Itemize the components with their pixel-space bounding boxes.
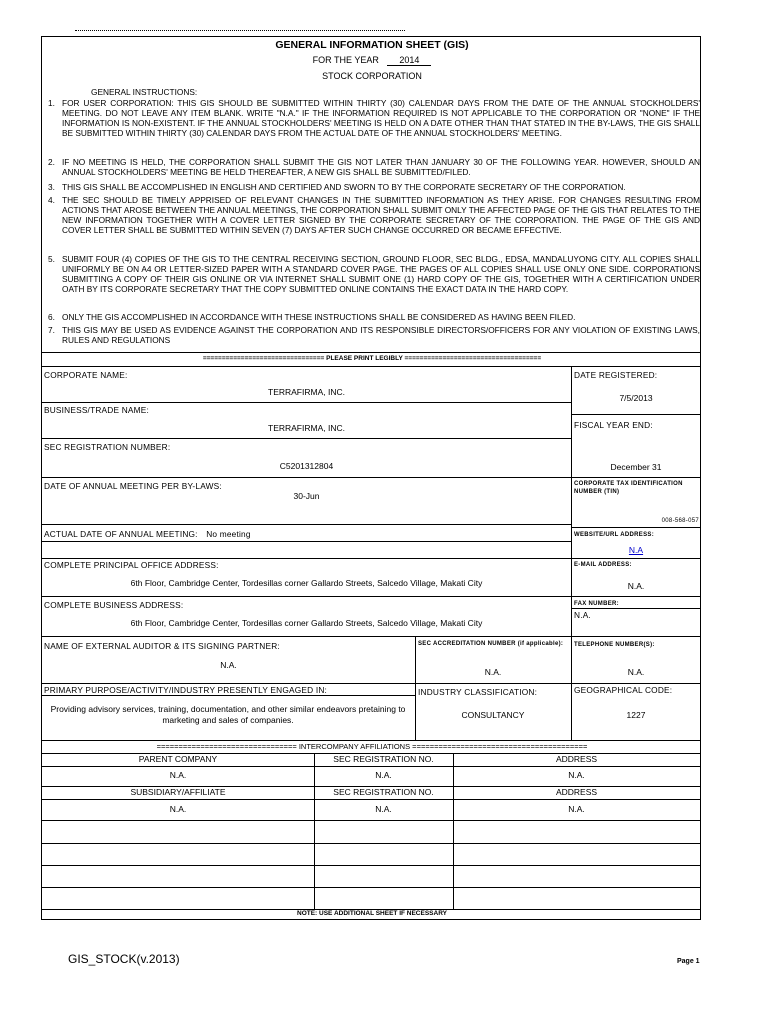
auditor-value[interactable]: N.A. (220, 660, 237, 670)
actual-meeting-value[interactable]: No meeting (206, 529, 251, 539)
for-the-year-label: FOR THE YEAR (312, 55, 379, 65)
column-divider (415, 636, 416, 740)
instruction-5: 5. SUBMIT FOUR (4) COPIES OF THE GIS TO THE CENTRAL RECEIVING SECTION, GROUND FLOOR, SEC BLDG., EDSA, MANDALUYONG CITY. ALL COPIES SHALL UNIFORMLY BE ON A4 OR LETTER-SIZED PAPER WITH A STANDARD COVER PAGE. THE PAGES OF ALL COPIES SHALL USE ONLY ONE SIDE. CORPORATIONS SUBMITTING A COPY OF THEIR GIS ONLINE OR VIA INTERNET SHALL SUBMIT ONE (1) HARD COPY OF THE GIS, TOGETHER WITH A CERTIFICATION UNDER OATH BY ITS CORPORATE SECRETARY THAT THE COPY SUBMITTED ONLINE CONTAINS THE EXACT DATA IN THE HARD COPY. (48, 254, 700, 294)
divider (42, 799, 700, 800)
corporate-name-value[interactable]: TERRAFIRMA, INC. (268, 387, 345, 397)
email-value[interactable]: N.A. (627, 581, 645, 591)
website-link[interactable]: N.A (628, 545, 644, 555)
purpose-value[interactable]: Providing advisory services, training, documentation, and other similar endeavors pretaining to marketing and sales of companies. (50, 704, 406, 725)
instruction-1: 1. FOR USER CORPORATION: THIS GIS SHOULD BE SUBMITTED WITHIN THIRTY (30) CALENDAR DAYS FROM THE DATE OF THE ANNUAL STOCKHOLDERS' MEETING. DO NOT LEAVE ANY ITEM BLANK. WRITE "N.A." IF THE INFORMATION REQUIRED IS NOT APPLICABLE TO THE CORPORATION OR "NONE" IF THE INFORMATION IS NON-EXISTENT. IF THE ANNUAL STOCKHOLDERS' MEETING IS HELD ON A DATE OTHER THAN THAT STATED IN THE BY-LAWS, THE GIS SHALL BE SUBMITTED WITHIN THIRTY (30) CALENDAR DAYS FROM THE ACTUAL DATE OF THE ANNUAL STOCKHOLDERS' MEETING. (48, 98, 700, 138)
form-title: GENERAL INFORMATION SHEET (GIS) (275, 39, 469, 51)
fax-label: FAX NUMBER: (574, 601, 619, 607)
industry-value[interactable]: CONSULTANCY (461, 710, 525, 720)
parent-company-value[interactable]: N.A. (169, 770, 187, 780)
principal-office-value[interactable]: 6th Floor, Cambridge Center, Tordesillas corner Gallardo Streets, Salcedo Village, Makati City (130, 578, 483, 588)
fiscal-year-end-label: FISCAL YEAR END: (574, 420, 653, 430)
instruction-6: 6. ONLY THE GIS ACCOMPLISHED IN ACCORDANCE WITH THESE INSTRUCTIONS SHALL BE CONSIDERED AS HAVING BEEN FILED. (48, 312, 576, 322)
top-dotted-line (75, 30, 405, 31)
business-name-value[interactable]: TERRAFIRMA, INC. (268, 423, 345, 433)
tin-value[interactable]: 008-568-057 (661, 518, 699, 524)
subsidiary-value[interactable]: N.A. (169, 804, 187, 814)
business-name-label: BUSINESS/TRADE NAME: (44, 405, 149, 415)
divider (42, 524, 571, 525)
divider (42, 683, 700, 684)
corporation-type: STOCK CORPORATION (322, 71, 422, 81)
instruction-7: 7. THIS GIS MAY BE USED AS EVIDENCE AGAINST THE CORPORATION AND ITS RESPONSIBLE DIRECTORS/OFFICERS FOR ANY VIOLATION OF EXISTING LAWS, RULES AND REGULATIONS (48, 325, 700, 345)
sec-registration-label: SEC REGISTRATION NUMBER: (44, 442, 171, 452)
divider (42, 438, 571, 439)
gis-form (41, 36, 701, 920)
divider (42, 766, 700, 767)
business-address-value[interactable]: 6th Floor, Cambridge Center, Tordesillas corner Gallardo Streets, Salcedo Village, Makati City (130, 618, 483, 628)
divider (42, 366, 700, 367)
subsidiary-address-header: ADDRESS (555, 787, 598, 797)
sec-accreditation-value[interactable]: N.A. (484, 667, 502, 677)
instruction-2: 2. IF NO MEETING IS HELD, THE CORPORATION SHALL SUBMIT THE GIS NOT LATER THAN JANUARY 30 OF THE FOLLOWING YEAR. HOWEVER, SHOULD AN ANNUAL STOCKHOLDERS' MEETING BE HELD THEREAFTER, A NEW GIS SHALL BE SUBMITTED/FILED. (48, 157, 700, 177)
auditor-label: NAME OF EXTERNAL AUDITOR & ITS SIGNING PARTNER: (44, 641, 280, 651)
subsidiary-sec-value[interactable]: N.A. (375, 804, 392, 814)
sec-accreditation-label: SEC ACCREDITATION NUMBER (if applicable): (418, 641, 564, 647)
corporate-name-label: CORPORATE NAME: (44, 370, 128, 380)
divider (42, 477, 700, 478)
instruction-4: 4. THE SEC SHOULD BE TIMELY APPRISED OF RELEVANT CHANGES IN THE SUBMITTED INFORMATION AS THEY ARISE. FOR CHANGES RESULTING FROM ACTIONS THAT AROSE BETWEEN THE ANNUAL MEETINGS, THE CORPORATION SHALL SUBMIT ONLY THE AFFECTED PAGE OF THE GIS THAT RELATES TO THE NEW INFORMATION TOGETHER WITH A COVER LETTER SIGNED BY THE CORPORATE SECRETARY OF THE CORPORATION. THE PAGE OF THE GIS AND COVER LETTER SHALL BE SUBMITTED WITHIN SEVEN (7) DAYS AFTER SUCH CHANGE OCCURRED OR BECAME EFFECTIVE. (48, 195, 700, 235)
table-row (42, 887, 700, 888)
page-number: Page 1 (677, 958, 700, 965)
geo-label: GEOGRAPHICAL CODE: (574, 685, 673, 695)
divider (42, 558, 700, 559)
fax-value[interactable]: N.A. (574, 610, 591, 620)
divider (571, 414, 700, 415)
divider (42, 636, 700, 637)
subsidiary-header: SUBSIDIARY/AFFILIATE (130, 787, 226, 797)
parent-address-header: ADDRESS (555, 754, 598, 764)
parent-sec-value[interactable]: N.A. (375, 770, 392, 780)
affiliations-banner: ================================ INTERCOMPANY AFFILIATIONS ======================================== (156, 742, 588, 751)
divider (42, 820, 700, 821)
subsidiary-address-value[interactable]: N.A. (568, 804, 585, 814)
purpose-label: PRIMARY PURPOSE/ACTIVITY/INDUSTRY PRESENTLY ENGAGED IN: (44, 685, 328, 695)
actual-meeting-label: ACTUAL DATE OF ANNUAL MEETING: No meeting (44, 529, 251, 539)
for-the-year (42, 55, 702, 66)
instructions-heading: GENERAL INSTRUCTIONS: (91, 87, 198, 97)
instruction-3: 3. THIS GIS SHALL BE ACCOMPLISHED IN ENGLISH AND CERTIFIED AND SWORN TO BY THE CORPORATE SECRETARY OF THE CORPORATION. (48, 182, 626, 192)
email-label: E-MAIL ADDRESS: (574, 562, 632, 568)
divider (42, 740, 700, 741)
year-field[interactable]: 2014 (387, 55, 431, 66)
date-registered-value[interactable]: 7/5/2013 (619, 393, 653, 403)
divider (42, 596, 700, 597)
divider (42, 352, 700, 353)
table-row (42, 843, 700, 844)
industry-label: INDUSTRY CLASSIFICATION: (418, 687, 538, 697)
date-registered-label: DATE REGISTERED: (574, 370, 658, 380)
telephone-label: TELEPHONE NUMBER(S): (574, 642, 655, 648)
subsidiary-sec-header: SEC REGISTRATION NO. (333, 787, 434, 797)
parent-address-value[interactable]: N.A. (568, 770, 585, 780)
divider (571, 527, 700, 528)
tin-label: CORPORATE TAX IDENTIFICATION NUMBER (TIN) (574, 481, 683, 495)
divider (42, 695, 415, 696)
telephone-value[interactable]: N.A. (627, 667, 645, 677)
principal-office-label: COMPLETE PRINCIPAL OFFICE ADDRESS: (44, 560, 219, 570)
annual-meeting-label: DATE OF ANNUAL MEETING PER BY-LAWS: (44, 481, 222, 491)
parent-company-header: PARENT COMPANY (138, 754, 218, 764)
divider (571, 608, 700, 609)
website-label: WEBSITE/URL ADDRESS: (574, 532, 655, 538)
parent-sec-header: SEC REGISTRATION NO. (333, 754, 434, 764)
divider (42, 402, 571, 403)
sec-registration-value[interactable]: C5201312804 (279, 461, 334, 471)
fiscal-year-end-value[interactable]: December 31 (610, 462, 662, 472)
geo-value[interactable]: 1227 (626, 710, 646, 720)
additional-sheet-note: NOTE: USE ADDITIONAL SHEET IF NECESSARY (297, 910, 447, 917)
table-row (42, 865, 700, 866)
business-address-label: COMPLETE BUSINESS ADDRESS: (44, 600, 184, 610)
annual-meeting-value[interactable]: 30-Jun (293, 491, 320, 501)
divider (42, 541, 571, 542)
form-code: GIS_STOCK(v.2013) (68, 952, 180, 966)
print-legibly-banner: ================================ PLEASE PRINT LEGIBLY ==================================== (202, 355, 542, 362)
